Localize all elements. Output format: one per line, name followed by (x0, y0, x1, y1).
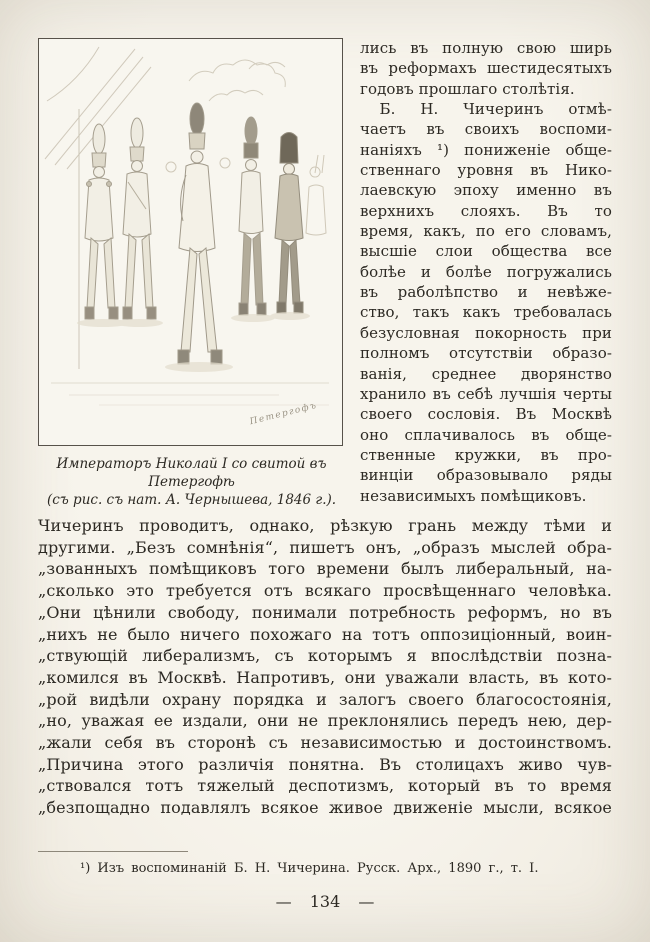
text-line: независимыхъ помѣщиковъ. (360, 486, 587, 505)
text-line: другими. „Безъ сомнѣнія“, пишетъ онъ, „образъ мыслей обра- (38, 537, 612, 557)
figure-shadows (77, 312, 310, 372)
text-line: болѣе и болѣе погружались (360, 262, 612, 281)
soldier-figure-second (123, 118, 156, 319)
text-line: винціи образовывало ряды (360, 466, 612, 485)
right-column-text (360, 38, 612, 509)
text-line: хранило въ себѣ лучшія черты (360, 384, 612, 403)
text-line: „нихъ не было ничего похожаго на тотъ оппозиціонный, воин- (38, 624, 612, 644)
footnote-separator (38, 851, 188, 852)
text-line: „зованныхъ помѣщиковъ того времени былъ либеральный, на- (38, 559, 612, 579)
main-paragraph (38, 515, 612, 819)
illustration-caption-line1: Императоръ Николай I со свитой въ Петергофѣ (56, 456, 327, 490)
illustration-caption (38, 455, 345, 509)
top-section (38, 38, 612, 509)
engraving-frame (38, 38, 343, 446)
text-line: лаевскую эпоху именно въ (360, 181, 612, 200)
text-line: „но, уважая ее издали, они не преклонялись передъ нею, дер- (38, 711, 612, 731)
text-line: ственнаго уровня въ Нико- (360, 161, 612, 180)
ground-sketch (51, 383, 329, 405)
text-line: „Они цѣнили свободу, понимали потребность реформъ, но въ (38, 602, 612, 622)
page-number: — 134 — (275, 891, 375, 911)
text-line: время, какъ, по его словамъ, (360, 222, 612, 241)
text-line: ственные кружки, въ про- (360, 445, 612, 464)
engraving-inscription: Петергофъ (248, 400, 319, 428)
soldier-figure-left (85, 124, 118, 319)
text-line: „сколько это требуется отъ всякаго просвѣщеннаго человѣка. (38, 581, 612, 601)
text-line: оно сплачивалось въ обще- (360, 425, 612, 444)
engraving-illustration (39, 39, 342, 445)
text-line: Чичеринъ проводитъ, однако, рѣзкую грань между тѣми и (38, 516, 612, 535)
text-line: полномъ отсутствіи образо- (360, 344, 612, 363)
text-line: въ реформахъ шестидесятыхъ (360, 59, 612, 78)
text-line: „ствовался тотъ тяжелый деспотизмъ, который въ то время (38, 776, 612, 796)
text-line: верхнихъ слояхъ. Въ то (360, 201, 612, 220)
text-line: чаетъ въ своихъ воспоми- (360, 120, 612, 139)
text-line: своего сословія. Въ Москвѣ (360, 405, 612, 424)
text-line: ванія, среднее дворянство (360, 364, 612, 383)
text-line: ство, такъ какъ требовалась (360, 303, 612, 322)
text-line: наніяхъ ¹) пониженіе обще- (360, 140, 612, 159)
illustration-caption-line2: (съ рис. съ нат. А. Чернышева, 1846 г.). (46, 492, 337, 508)
footnote: ¹) Изъ воспоминаній Б. Н. Чичерина. Русск. Арх., 1890 г., т. I. (80, 860, 539, 876)
text-line: „рой видѣли охрану порядка и залогъ своего благосостоянія, (38, 689, 612, 709)
text-line: въ раболѣпство и невѣже- (360, 283, 612, 302)
foliage-sketch (189, 60, 285, 101)
illustration-figure (38, 38, 345, 509)
text-line: высшіе слои общества все (360, 242, 612, 261)
emperor-figure (178, 103, 222, 364)
text-line: лись въ полную свою ширь (360, 39, 612, 57)
text-line: „ствующій либерализмъ, съ которымъ я впослѣдствіи позна- (38, 646, 612, 666)
text-line: „жали себя въ сторонѣ съ независимостью и достоинствомъ. (38, 733, 612, 753)
text-line: Б. Н. Чичеринъ отмѣ- (379, 100, 612, 119)
soldier-figure-fourth (239, 117, 266, 315)
text-line: годовъ прошлаго столѣтія. (360, 79, 575, 98)
text-line: „комился въ Москвѣ. Напротивъ, они уважали власть, въ кото- (38, 667, 612, 687)
text-line: „Причина этого различія понятна. Въ столицахъ живо чув- (38, 754, 612, 774)
text-line: безусловная покорность при (360, 323, 612, 342)
text-line: „безпощадно подавлялъ всякое живое движеніе мысли, всякое (38, 798, 612, 818)
soldier-figure-right (275, 133, 303, 314)
